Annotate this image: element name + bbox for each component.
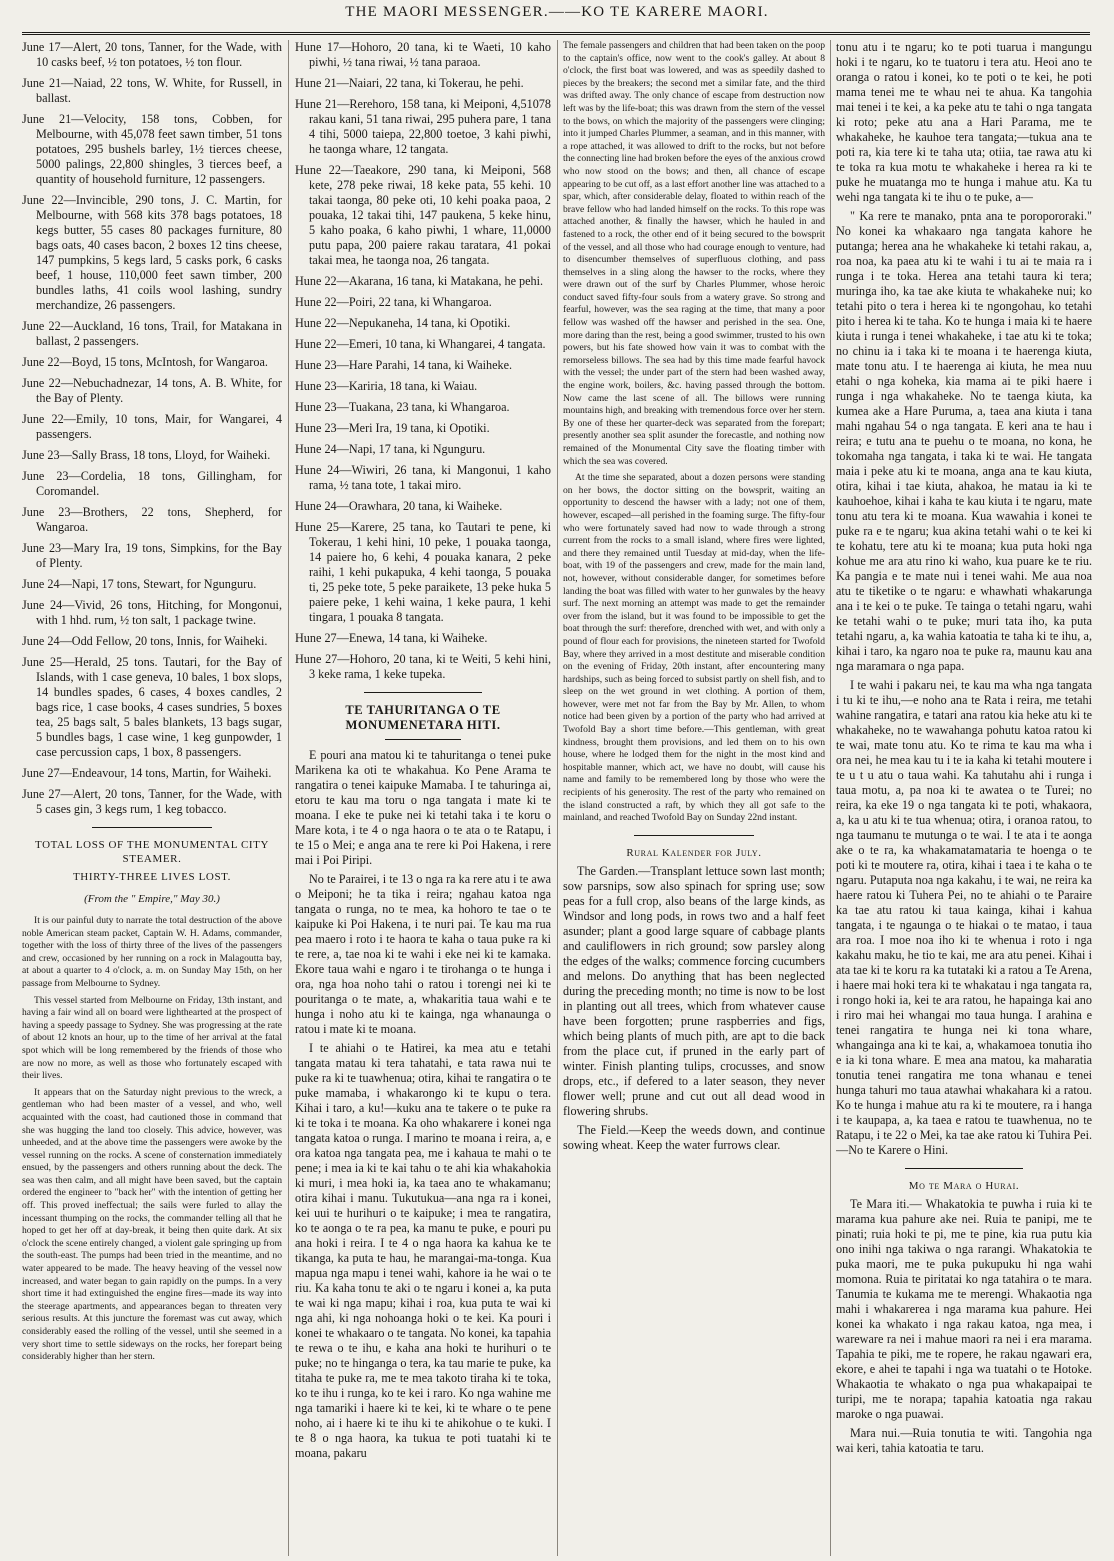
shipping-entry: Hune 27—Hohoro, 20 tana, ki te Weiti, 5 kehi hini, 3 keke rama, 1 keke tupeka. [295,652,551,681]
article-headline: TE TAHURITANGA O TE MONUMENETARA HITI. [345,703,501,732]
rural-calendar-body [836,1197,1092,1456]
article-paragraph: E pouri ana matou ki te tahuritanga o tenei puke Marikena ka oti te whakahua. Ko Pene Arama te rangatira o tenei kaipuke Mamaba. I te tahuringa ai, etoru te kau ma toru o nga tangata i mate ki te moana. I eke te puke nei ki tetahi taka i te koru o Mare kota, i te 4 o nga haora o te ata o te Ratapu, i te 15 o Mei; e anga ana te rere ki Poi Hakena, i rere mai i Poi Piripi. [295,748,551,867]
rural-calendar-headline: Mo te Mara o Hurai. [908,1180,1020,1192]
section-divider [92,827,212,828]
shipping-entry: Hune 24—Napi, 17 tana, ki Ngunguru. [295,442,486,456]
shipping-entry: Hune 23—Kariria, 18 tana, ki Waiau. [295,379,478,393]
article-body-english-continued [563,40,825,825]
article-headline: TOTAL LOSS OF THE MONUMENTAL CITY STEAMER. [34,839,270,865]
column-4 [836,40,1092,1556]
shipping-entry: Hune 22—Emeri, 10 tana, ki Whangarei, 4 tangata. [295,337,546,351]
shipping-entry: Hune 24—Orawhara, 20 tana, ki Waiheke. [295,499,503,513]
shipping-entry: Hune 24—Wiwiri, 26 tana, ki Mangonui, 1 kaho rama, ½ tana tote, 1 takai miro. [295,463,551,492]
article-paragraph: I te ahiahi o te Hatirei, ka mea atu e tetahi tangata matau ki tera tahatahi, e tata rawa nui te puke ra ki te tuawhenua; otira, kihai te rangatira o te puke mamaba, i whakarongo ki te kupu o tera. Kihai i taro, a ku!—kuku ana te takere o te puke ra ki te toka i te moana. Ka oho whakarere i konei nga tangata katoa o runga. I marino te moana i reira, a, e ora katoa nga tangata pea, me i kahaua te mahi o te pene; i mea ia ki te kai tahu o te ahi kia whakahokia ki muri, i mea hoki ia, ka taea ano te whakamanu; otira kihai i manu. Tukutukua—ana nga ra i konei, kei uui te hurihuri o te kaipuke; i mea te rangatira, ko te aonga o te ra pea, ka manu te puke, e pouri pu ana hoki i reira. I te 4 o nga haora ka kahua ke te tikanga, ka puta te hau, he marangai-ma-tonga. Kua mapua nga mapu i tenei wahi, kahore ia he wai o te riu. Ka kaha tonu te aki o te ngaru i konei a, ka puta te wai ki nga mapu; kihai i roa, kua puta te wai ki nga ahi, ki nga nohoanga hoki o te kei. Ka pouri i konei te whakaaro o te tangata. No konei, ka tapahia te rewa o te ihu, e kaha ana hoki te hurihuri o te puke; no te hinganga o tera, ka tau marie te puke, ka titaha te puke ra, me te mea takoto tiraha ki te toka, ko te ihu i runga, ko te kei i raro. Ko nga wahine me nga tamariki i haere ki te kei, ki te whare o te pene noho, ai i haere ki te ihu ki te ahikohue o te kuki. I te 8 o nga haora, ka tukua te poti tuatahi ki te moana, pakaru [295,1041,551,1460]
shipping-entry: Hune 22—Akarana, 16 tana, ki Matakana, he pehi. [295,274,544,288]
shipping-entry: Hune 17—Hohoro, 20 tana, ki te Waeti, 10 kaho piwhi, ½ tana riwai, ½ tana paraoa. [295,40,551,69]
shipping-entry: June 21—Naiad, 22 tons, W. White, for Russell, in ballast. [22,76,282,105]
shipping-entry: June 23—Mary Ira, 19 tons, Simpkins, for the Bay of Plenty. [22,541,282,570]
section-divider [905,1168,1023,1169]
article-quote: " Ka rere te manako, pnta ana te poropororaki." No konei ka whakaaro nga tangata kahore he putanga; herea ana he whakaheke ki tetahi rakau, a, roa noa, ka paea atu ki te wahi i tu ai te maia ra i runga i te toka. Herea ana tetahi taura ki tera; muringa iho, ka tae ake kiuta te whakaheke nui; ko tetahi pito o tera i herea ki te ngongohau, ko tetahi pito i herea ki te taha. Ko te hunga i maia ki te haere kiuta i runga i tenei whakaheke, i tae atu ki te toka; no chinu ia i taka ki te moana i te haerenga kiuta, mate tonu atu. I te haerenga ai kiuta, he mea nuu etahi o nga koheka, kia mama ai te piki haere i runga i nga whakaheke. No te taenga kiuta, ka kumea ake a Hare Puruma, a, taea ana kiuta i tana mahi ngahau 54 o nga tangata. E keri ana te hau i reira; e tutu ana te puehu o te moana, no kona, he tokomaha nga tangata, i taka ki te wai. He tangata maia i peke atu ki te moana, anga ana te kau kiuta, otira, kihai i tae kiuta, ahakoa, he matau ia ki te kauhoehoe, kihai i kaha te kau kiuta i te ngaru, mate tonu atu tera ki te moana. Kua wawahia i konei te puke ra e te ngaru; kua akina tetahi wahi o te kei ki te kohatu, tere atu ki te moana; kua puta hoki nga kohue me ara atu rino ki waho, kua puare ke te riu. Ka pangia e te mate nui i tenei wahi. Me aua noa atu te tiketike o te ngaru: e whawhati whakarunga ana i te kei o te puke. Te tainga o tetahi ngaru, wahi ke tetahi wahi o te puke; muri tata iho, ka puta tetahi ngaru, a, ka wahia katoatia te taha ki te ihu, a, kihai i taro, ka ngaro noa te puke ra, maunu kau ana nga maramara o nga papa. [836,209,1092,673]
column-divider [288,40,289,1556]
shipping-list-maori [295,40,551,682]
section-divider [385,739,462,740]
column-divider [830,40,831,1556]
shipping-entry: June 23—Cordelia, 18 tons, Gillingham, for Coromandel. [22,469,282,498]
article-body-maori [295,748,551,1461]
shipping-list-english [22,40,282,817]
shipping-entry: June 23—Brothers, 22 tons, Shepherd, for Wangaroa. [22,505,282,534]
article-paragraph: At the time she separated, about a dozen persons were standing on her bows, the doctor sitting on the bowsprit, waiting an opportunity to descend the hawser with a lady; not one of them, however, escaped—all perished in the foaming surge. The fifty-four who were fortunately saved had now to wade through a strong current from the rocks to a small island, where fires were lighted, and there they remained until Tuesday at mid-day, when the life-boat, with 19 of the passengers and crew, made for the main land, not, however, without considerable danger, for sometimes before landing the boat was filled with water to her gunwales by the heavy surf. The next morning an attempt was made to get the remainder over from the island, but it was found to be impossible to get the boat through the surf: therefore, drenched with wet, and with only a pound of flour each for provisions, the nineteen started for Twofold Bay, where they arrived in a most destitute and miserable condition on the evening of Friday, 20th instant, after encountering many hardships, such as being forced to subsist partly on shell fish, and to sleep on the wet ground in wet clothing. A portion of them, however, were met not far from the Bay by Mr. Allen, to whom notice had been given by a portion of the party who had arrived at Twofold Bay a short time before.—This gentleman, with great kindness, brought them provisions, and led them on to his own house, where he lodged them for the night in the most kind and hospitable manner, which act, we have no doubt, will cause his name and family to be remembered long by those who were the recipients of his generosity. The rest of the party who remained on the island constructed a raft, by which they all got safe to the mainland, and reached Twofold Bay on Sunday 22nd instant. [563,472,825,824]
shipping-entry: Hune 22—Taeakore, 290 tana, ki Meiponi, 568 kete, 278 peke riwai, 18 keke pata, 55 kehi. 10 takai taonga, 80 peke oti, 10 kehi poaka paoa, 2 pouaka, 12 takai tihi, 147 paukena, 5 keke hinu, 5 kaho poaka, 6 kaho piwhi, 1 whare, 11,0000 putu papa, 200 paiere rakau taratara, 41 pokai takai mea, he taonga noa, 26 tangata. [295,163,551,267]
article-paragraph: This vessel started from Melbourne on Friday, 13th instant, and having a fair wind all on board were lighthearted at the prospect of having a speedy passage to Sydney. She was progressing at the rate of about 12 knots an hour, up to the time of her arrival at the fatal spot which will be long remembered by the friends of those who are now no more, as well as those who fortunately escaped with their lives. [22,994,282,1082]
rural-calendar-headline: Rural Kalender for July. [626,846,762,859]
column-1 [22,40,282,1556]
rural-calendar-body [563,864,825,1153]
shipping-entry: June 22—Nebuchadnezar, 14 tons, A. B. White, for the Bay of Plenty. [22,376,282,405]
rural-calendar-paragraph: Mara nui.—Ruia tonutia te witi. Tangohia nga wai keri, tahia katoatia te taru. [836,1426,1092,1455]
shipping-entry: June 25—Herald, 25 tons. Tautari, for the Bay of Islands, with 1 case geneva, 10 bales, 1 box slops, 14 bundles spades, 6 cases, 4 boxes candles, 2 bags rice, 1 case books, 4 cases sundries, 5 boxes tea, 25 bags salt, 5 bales blankets, 13 bags sugar, 5 bundles bags, 1 case wine, 1 keg gunpowder, 1 case percussion caps, 1 box, 8 passengers. [22,655,282,759]
article-paragraph: The female passengers and children that had been taken on the poop to the captain's office, now went to the cook's galley. At about 8 o'clock, the first boat was lowered, and was as speedily dashed to pieces by the breakers; the second met a similar fate, and the third was drifted away. The only chance of escape from destruction now left was by the life-boat; this was drawn from the stern of the vessel to the bows, on which the majority of the passengers were clinging; into it jumped Charles Plummer, a seaman, and in this manner, with a rope attached, it was allowed to drift to the rocks, but not before the connecting line had broken before the eyes of the anxious crowd who now stood on the bows; and then, all chance of escape appearing to be cut off, as a last effort another line was attached to a spar, which, after considerable delay, floated to within reach of the brave fellow who had landed himself on the rocks. To this rope was attached another, & finally the hawser, which he hauled in and fastened to a rock, the other end of it being secured to the bowsprit of the vessel, and all those who had courage enough to venture, had to disencumber themselves of superfluous clothing, and pass themselves in a sling along the hawser to the rocks, where they were drawn out of the surf by Charles Plummer, whose heroic conduct saved fifty-four souls from a watery grave. So strong and fearful, however, was the sea raging at the time, that many a poor fellow was washed off the hawser and perished in the sea. One, more daring than the rest, being a good swimmer, trusted to his own powers, but his fate showed how vain it was to combat with the remorseless billows. The sea had by this time made fearful havock with the vessel; the under part of the stern had been washed away, the engine work, boilers, &c. having passed through the bottom. Now came the last scene of all. The billows were running mountains high, and breaking with tremendous force over her stern. By one of these her quarter-deck was separated from the forepart; presently another sea split asunder the forecastle, and nothing now remained of the Monumental City save the floating timber with which the sea was covered. [563,40,825,467]
shipping-entry: Hune 27—Enewa, 14 tana, ki Waiheke. [295,631,488,645]
rural-calendar-paragraph: The Field.—Keep the weeds down, and continue sowing wheat. Keep the water furrows clear. [563,1122,825,1152]
section-divider [364,692,482,693]
article-paragraph: It appears that on the Saturday night previous to the wreck, a gentleman who had been master of a vessel, and who, well acquainted with the coast, had cautioned those in command that she was hugging the land too closely. This advice, however, was unheeded, and at the above time the passengers were awoke by the vessel running on the rocks. A scene of consternation immediately ensued, by the passengers and others running about the deck. The sea was then calm, and all might have been saved, but the captain ordered the engineer to "back her" with the intention of getting her off. This proved ineffectual; the sails were furled to allay the incessant thumping on the rocks, the commander telling all that he hoped to get her off at day-break, it being then quite dark. At six o'clock the scene entirely changed, a violent gale springing up from the south-east. The pumps had been tried in the meantime, and no water appeared to be made. The heavy heaving of the vessel now increased, and water began to gain rapidly on the pumps. In a very short time it had extinguished the engine fires—made its way into the steerage apartments, and appearances began to threaten very serious results. At this juncture the foremast was cut away, which considerably eased the rolling of the vessel, until she seemed in a very short time to settle sideways on the rocks, her forepart being considerably higher than her stern. [22,1086,282,1363]
article-paragraph: No te Parairei, i te 13 o nga ra ka rere atu i te awa o Meiponi; he ta tika i reira; ngahau katoa nga tangata o runga, no te mea, ka hohoro te tae o te kaipuke ki Poi Hakena, i te nuri pai. Te kau ma rua pea maero i roto i te haora te kaha o taua puke ra ki te rere, a, tae noa ki te wahi i eke nei ki te kamaka. Ekore taua wahi e ngaro i te tirohanga o te hunga i ora, nga hoa noho tahi o ratou i torengi nei ki te pouritanga o te mate, a, whakaritia taua wahi e te hunga i noho atu ki te kainga, nga whanaunga o ratou i mate ki te moana. [295,872,551,1036]
article-paragraph: I te wahi i pakaru nei, te kau ma wha nga tangata i tu ki te ihu,—e noho ana te Rata i reira, me tetahi wahine rangatira, e tatari ana ratou kia heke atu ki te whakaheke, no te wawahanga pohutu katoa ratou ki te wai, mate tonu atu. Ko te rima te kau ma wha i ora nei, he mea kau tu i te ia kaha ki tetahi moutere i te u t u atu o taua wahi. Ka tahutahu ahi i runga i taua motu, a, pa noa ki te awatea o te Turei; no reira, ka eke 19 o nga tangata ki te poti, whakaora, a, ka u atu ki te tua whenua; otira, i oranoa ratou, to nga taumanu te mutunga o te wai. I te ata i te aonga ake o te ra, ka whakamatamataria te hoenga o te poti ki te moutere ra, otira, kihai i taea i te kaha o te ngaru. Putaputa noa nga kakahu, i te wai, ne reira ka haere ratou ki Tuhera Pei, no te ahiahi o te Paraire ka tae atu ratou ki taua kainga, kihai i kahua tangata, i te ngaunga o te hiakai o te matao, i taua ara roa. I moe noa iho ki te whenua i roto i nga kakahu maku, he tio te kai, me ara atu penei. Kihai i ata tae ki te koru ra ka tutataki ki a ratou a Te Arena, i haere mai hoki tera ki te whakatau i nga tangata ra, i rongo hoki ia, kei te ara ratou, he hapainga kai ano i riro mai hei whangai mo taua hunga. I arahina e tenei rangatira te hunga nei ki tona whare, whangainga ana ki te kai, a, whakamoea tonutia iho e ia ki tona whare. E mea ana matou, ka maharatia tonutia tenei rangatira me tona whanau e tenei hunga tahuri mo taua atawhai whakahara ki a ratou. Ko te hunga i mahue atu ra ki te moutere, ra i hanga i te kaupapa, a, ka taea e ratou te tuawhenua, no te Ratapu, i te 22 o Mei, ka tae ake ratou ki Tuhira Pei.—No te Karere o Hini. [836,678,1092,1157]
shipping-entry: June 23—Sally Brass, 18 tons, Lloyd, for Waiheki. [22,448,271,462]
shipping-entry: Hune 21—Naiari, 22 tana, ki Tokerau, he pehi. [295,76,524,90]
shipping-entry: Hune 23—Tuakana, 23 tana, ki Whangaroa. [295,400,510,414]
section-divider [634,835,755,836]
shipping-entry: June 21—Velocity, 158 tons, Cobben, for Melbourne, with 45,078 feet sawn timber, 51 tons potatoes, 295 bushels barley, 1½ tierces cheese, 5000 palings, 22,800 shingles, 3 tierces beef, a quantity of household furniture, 12 passengers. [22,112,282,186]
shipping-entry: June 22—Invincible, 290 tons, J. C. Martin, for Melbourne, with 568 kits 378 bags potatoes, 18 kegs butter, 55 cases 80 packages furniture, 80 bags oats, 40 cases bacon, 2 boxes 12 tins cheese, 147 pumpkins, 5 kegs lard, 5 casks pork, 6 casks beef, 1 house, 110,000 feet sawn timber, 200 bundles laths, 41 coils wool lashing, sundry merchandize, 26 passengers. [22,193,282,312]
shipping-entry: Hune 25—Karere, 25 tana, ko Tautari te pene, ki Tokerau, 1 kehi hini, 10 peke, 1 pouaka taonga, 14 paiere ho, 6 kehi, 4 pouaka kanara, 2 peke raihi, 1 kehi pukapuka, 4 kehi taonga, 5 pouaka ti, 25 peke tote, 5 peke paraikete, 13 peke huka 5 paiere peke, 1 kehi waina, 1 keke paura, 1 kehi tingara, 1 pouaka 8 tangata. [295,520,551,624]
shipping-entry: Hune 22—Nepukaneha, 14 tana, ki Opotiki. [295,316,511,330]
column-divider [557,40,558,1556]
shipping-entry: Hune 23—Meri Ira, 19 tana, ki Opotiki. [295,421,490,435]
article-body-maori-continued [836,40,1092,1158]
column-2 [295,40,551,1556]
shipping-entry: June 27—Alert, 20 tons, Tanner, for the Wade, with 5 cases gin, 3 kegs rum, 1 keg tobacco. [22,787,282,816]
masthead: THE MAORI MESSENGER.——KO TE KARERE MAORI. [345,4,769,20]
shipping-entry: June 27—Endeavour, 14 tons, Martin, for Waiheki. [22,766,272,780]
rural-calendar-paragraph: Te Mara iti.— Whakatokia te puwha i ruia ki te marama kua pahure ake nei. Ruia te panipi, me te pinati; ruia hoki te pi, me te pine, kia rua putu kia ono inihi nga takiwa o nga rarangi. Whakatokia te puka maori, me te puka pukupuku hi nga wahi momona. Ruia te piritatai ko nga tatahira o te mara. Tanumia te kukama me te merengi. Whakaotia nga mahi i whakarerea i nga marama kua pahure. Hei konei ka whakato i nga rakau katoa, nga mea, i wareware ra nei i mahue maori ra nei i era marama. Tapahia te piki, me te ropere, he rakau ngawari era, ekore, e ahei te tapahi i nga wa tuatahi o te Hotoke. Whakaotia te whakato o nga pua whakapaipai te turipi, me te norapa; tapahia katoatia nga rakau maroke o nga puawai. [836,1197,1092,1421]
shipping-entry: Hune 22—Poiri, 22 tana, ki Whangaroa. [295,295,492,309]
article-body-english [22,915,282,1364]
article-subheadline: THIRTY-THREE LIVES LOST. [72,871,232,883]
article-source: (From the " Empire," May 30.) [84,893,220,905]
article-paragraph: It is our painful duty to narrate the total destruction of the above noble American steam packet, Captain W. H. Adams, commander, together with the loss of thirty three of the lives of the passengers and crew, occasioned by her running on a rock in Malagoutta bay, at about a quarter to 4 o'clock, a. m. on Sunday May 15th, on her passage from Melbourne to Sydney. [22,915,282,989]
shipping-entry: June 22—Boyd, 15 tons, McIntosh, for Wangaroa. [22,355,268,369]
shipping-entry: June 22—Auckland, 16 tons, Trail, for Matakana in ballast, 2 passengers. [22,319,282,348]
shipping-entry: Hune 23—Hare Parahi, 14 tana, ki Waiheke. [295,358,513,372]
shipping-entry: June 17—Alert, 20 tons, Tanner, for the Wade, with 10 casks beef, ½ ton potatoes, ½ ton flour. [22,40,282,69]
shipping-entry: Hune 21—Rerehoro, 158 tana, ki Meiponi, 4,51078 rakau kani, 51 tana riwai, 295 puhera pare, 1 tana 4 tihi, 5000 taiepa, 22,800 toetoe, 3 kahi piwhi, he taonga whare, 12 tangata. [295,97,551,156]
rural-calendar-paragraph: The Garden.—Transplant lettuce sown last month; sow parsnips, sow also spinach for spring use; sow peas for a full crop, also beans of the large kinds, as Windsor and long pods, in rows two and a half feet asunder; plant a good large square of cabbage plants and cauliflowers in rich ground; sow parsley along the edges of the walks; commence forcing cucumbers and melons. Do anything that has been neglected during the preceding month; no time is now to be lost in planting out all trees, which from whatever cause have been forgotten; prune raspberries and figs, which being plants of much pith, are apt to die back from the place cut, if pruned in the early part of winter. Finish planting tulips, crocusses, and snow drops, etc., if defered to a later season, they never flower well; prune and cut out all dead wood in flowering shrubs. [563,863,825,1118]
masthead-rule [22,32,1090,35]
article-paragraph: tonu atu i te ngaru; ko te poti tuarua i mangungu hoki i te ngaru, ko te tuatoru i tera atu. Heoi ano te oranga o ratou i konei, ko te poti o te kei, he poti mama tenei me te whau nei te ahua. Ka tangohia mai tenei i te kei, a ka peke atu te tahi o nga tangata ki roto; peke atu ana a Hari Parama, me te whakaheke, he kauhoe tera tangata;—tukua ana te poti ra, kia tere ki te taha uta; otiia, tae rawa atu ki te toka ra kua motu te whakaheke i herea ra ki te puke he muatanga mo te hunga i mahue atu. Ka tu wehi nga tangata ki te ihu o te puke, a— [836,40,1092,204]
shipping-entry: June 24—Vivid, 26 tons, Hitching, for Mongonui, with 1 hhd. rum, ½ ton salt, 1 package twine. [22,598,282,627]
shipping-entry: June 22—Emily, 10 tons, Mair, for Wangarei, 4 passengers. [22,412,282,441]
column-3 [563,40,825,1556]
shipping-entry: June 24—Napi, 17 tons, Stewart, for Ngunguru. [22,577,257,591]
shipping-entry: June 24—Odd Fellow, 20 tons, Innis, for Waiheki. [22,634,268,648]
